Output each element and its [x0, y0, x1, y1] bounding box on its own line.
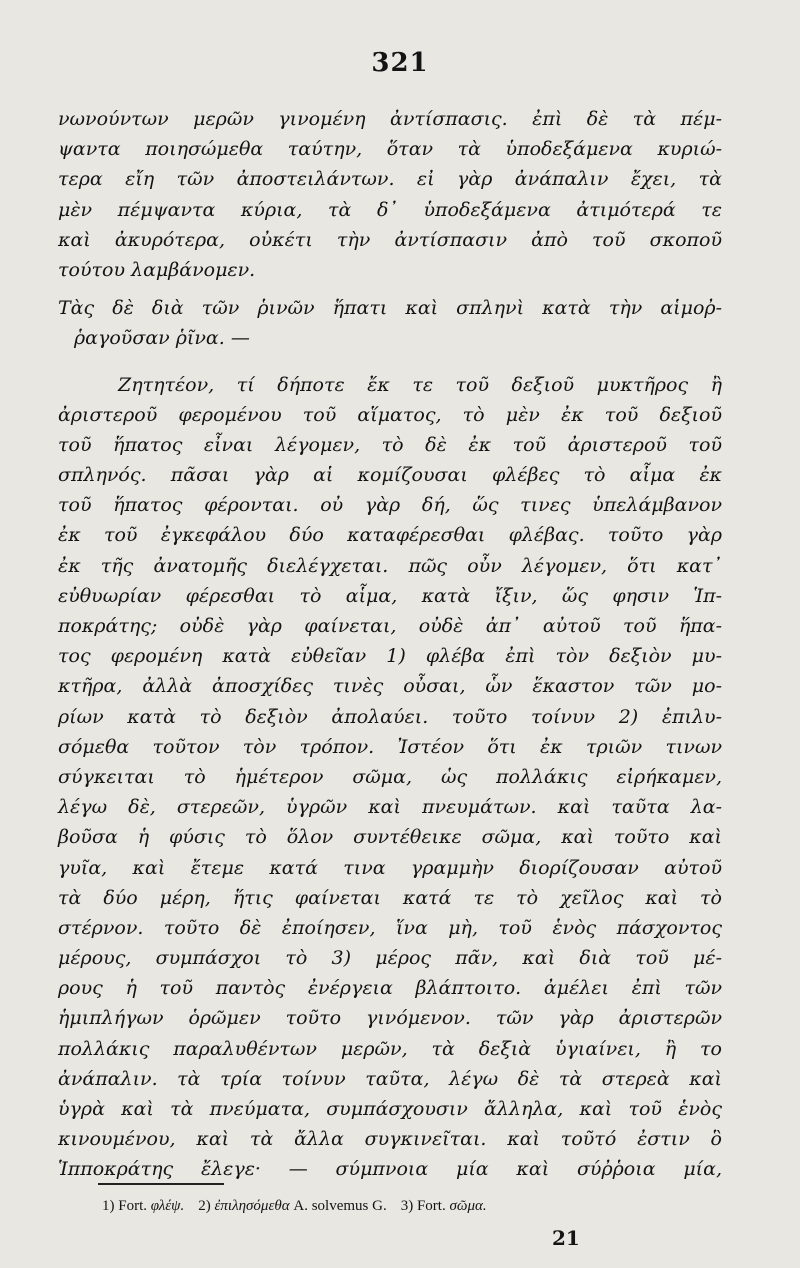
text-line: σόμεθα τοῦτον τὸν τρόπον. Ἰστέον ὅτι ἐκ τριῶν τινων — [58, 735, 722, 758]
text-line: τὰ δύο μέρη, ἥτις φαίνεται κατά τε τὸ χεῖλος καὶ τὸ — [58, 886, 722, 909]
text-line: Ζητητέον, τί δήποτε ἔκ τε τοῦ δεξιοῦ μυκτῆρος ἢ — [118, 373, 722, 396]
text-line: ποκράτης; οὐδὲ γὰρ φαίνεται, οὐδὲ ἀπ᾿ αὐτοῦ τοῦ ἥπα- — [58, 615, 722, 637]
text-line: βοῦσα ἡ φύσις τὸ ὅλον συντέθεικε σῶμα, καὶ τοῦτο καὶ — [58, 826, 722, 849]
text-line: ἡμιπλήγων ὁρῶμεν τοῦτο γινόμενον. τῶν γὰρ ἀριστερῶν — [58, 1007, 722, 1030]
lemma-line: ῥαγοῦσαν ῥῖνα. — — [74, 327, 250, 350]
text-line: μέρους, συμπάσχοι τὸ 3) μέρος πᾶν, καὶ διὰ τοῦ μέ- — [58, 947, 722, 970]
text-line: ψαντα ποιησώμεθα ταύτην, ὅταν τὰ ὑποδεξάμενα κυριώ- — [58, 138, 722, 161]
lemma-line: Τὰς δὲ διὰ τῶν ῥινῶν ἥπατι καὶ σπληνὶ κατὰ τὴν αἱμοῤ- — [58, 297, 722, 320]
text-line: κτῆρα, ἀλλὰ ἀποσχίδες τινὲς οὖσαι, ὧν ἕκαστον τῶν μο- — [58, 675, 722, 698]
text-line: τούτου λαμβάνομεν. — [58, 258, 256, 281]
text-line: ἀνάπαλιν. τὰ τρία τοίνυν ταῦτα, λέγω δὲ τὰ στερεὰ καὶ — [58, 1067, 722, 1090]
text-line: τοῦ ἥπατος εἶναι λέγομεν, τὸ δὲ ἐκ τοῦ ἀριστεροῦ τοῦ — [58, 433, 722, 456]
text-line: μὲν πέμψαντα κύρια, τὰ δ᾿ ὑποδεξάμενα ἀτιμότερά τε — [58, 198, 722, 221]
text-line: πολλάκις παραλυθέντων μερῶν, τὰ δεξιὰ ὑγιαίνει, ἢ το — [58, 1037, 722, 1060]
body-text — [58, 104, 722, 1185]
text-line: κινουμένου, καὶ τὰ ἄλλα συγκινεῖται. καὶ τοῦτό ἐστιν ὃ — [58, 1128, 722, 1151]
text-line: σύγκειται τὸ ἡμέτερον σῶμα, ὡς πολλάκις εἰρήκαμεν, — [58, 765, 722, 788]
text-line: στέρνον. τοῦτο δὲ ἐποίησεν, ἵνα μὴ, τοῦ ἑνὸς πάσχοντος — [58, 916, 722, 939]
text-line: σπληνός. πᾶσαι γὰρ αἱ κομίζουσαι φλέβες τὸ αἷμα ἐκ — [58, 464, 722, 487]
text-line: καὶ ἀκυρότερα, οὐκέτι τὴν ἀντίσπασιν ἀπὸ τοῦ σκοποῦ — [58, 228, 722, 251]
text-line: ἀριστεροῦ φερομένου τοῦ αἵματος, τὸ μὲν ἐκ τοῦ δεξιοῦ — [58, 403, 722, 426]
text-line: ρους ἡ τοῦ παντὸς ἐνέργεια βλάπτοιτο. ἀμέλει ἐπὶ τῶν — [58, 977, 722, 1000]
text-line: ὑγρὰ καὶ τὰ πνεύματα, συμπάσχουσιν ἄλληλα, καὶ τοῦ ἑνὸς — [58, 1098, 722, 1120]
footnotes — [102, 1198, 724, 1215]
footnote-rule — [98, 1183, 224, 1185]
text-line: ρίων κατὰ τὸ δεξιὸν ἀπολαύει. τοῦτο τοίνυν 2) ἐπιλυ- — [58, 705, 722, 728]
text-line: ἐκ τοῦ ἐγκεφάλου δύο καταφέρεσθαι φλέβας. τοῦτο γὰρ — [58, 524, 722, 547]
signature-mark: 21 — [552, 1226, 580, 1250]
text-line: εὐθυωρίαν φέρεσθαι τὸ αἷμα, κατὰ ἴξιν, ὥς φησιν Ἱπ- — [58, 584, 722, 607]
footnote: 2) ἐπιλησόμεθα A. solvemus G. — [198, 1198, 387, 1214]
text-line: ἐκ τῆς ἀνατομῆς διελέγχεται. πῶς οὖν λέγομεν, ὅτι κατ᾿ — [58, 554, 722, 577]
text-line: Ἱπποκράτης ἔλεγε· — σύμπνοια μία καὶ σύῤῥοια μία, — [58, 1158, 722, 1181]
text-line: τος φερομένη κατὰ εὐθεῖαν 1) φλέβα ἐπὶ τὸν δεξιὸν μυ- — [58, 645, 722, 668]
page-number: 321 — [371, 48, 429, 78]
footnote: 3) Fort. σῶμα. — [400, 1198, 487, 1214]
text-line: νωνούντων μερῶν γινομένη ἀντίσπασις. ἐπὶ δὲ τὰ πέμ- — [58, 108, 722, 130]
text-line: τοῦ ἥπατος φέρονται. οὐ γὰρ δή, ὥς τινες ὑπελάμβανον — [58, 494, 722, 517]
footnote: 1) Fort. φλέψ. — [102, 1198, 185, 1214]
text-line: γυῖα, καὶ ἔτεμε κατά τινα γραμμὴν διορίζουσαν αὐτοῦ — [58, 856, 722, 879]
text-line: λέγω δὲ, στερεῶν, ὑγρῶν καὶ πνευμάτων. καὶ ταῦτα λα- — [58, 796, 722, 819]
text-line: τερα εἴη τῶν ἀποστειλάντων. εἰ γὰρ ἀνάπαλιν ἔχει, τὰ — [58, 168, 722, 191]
